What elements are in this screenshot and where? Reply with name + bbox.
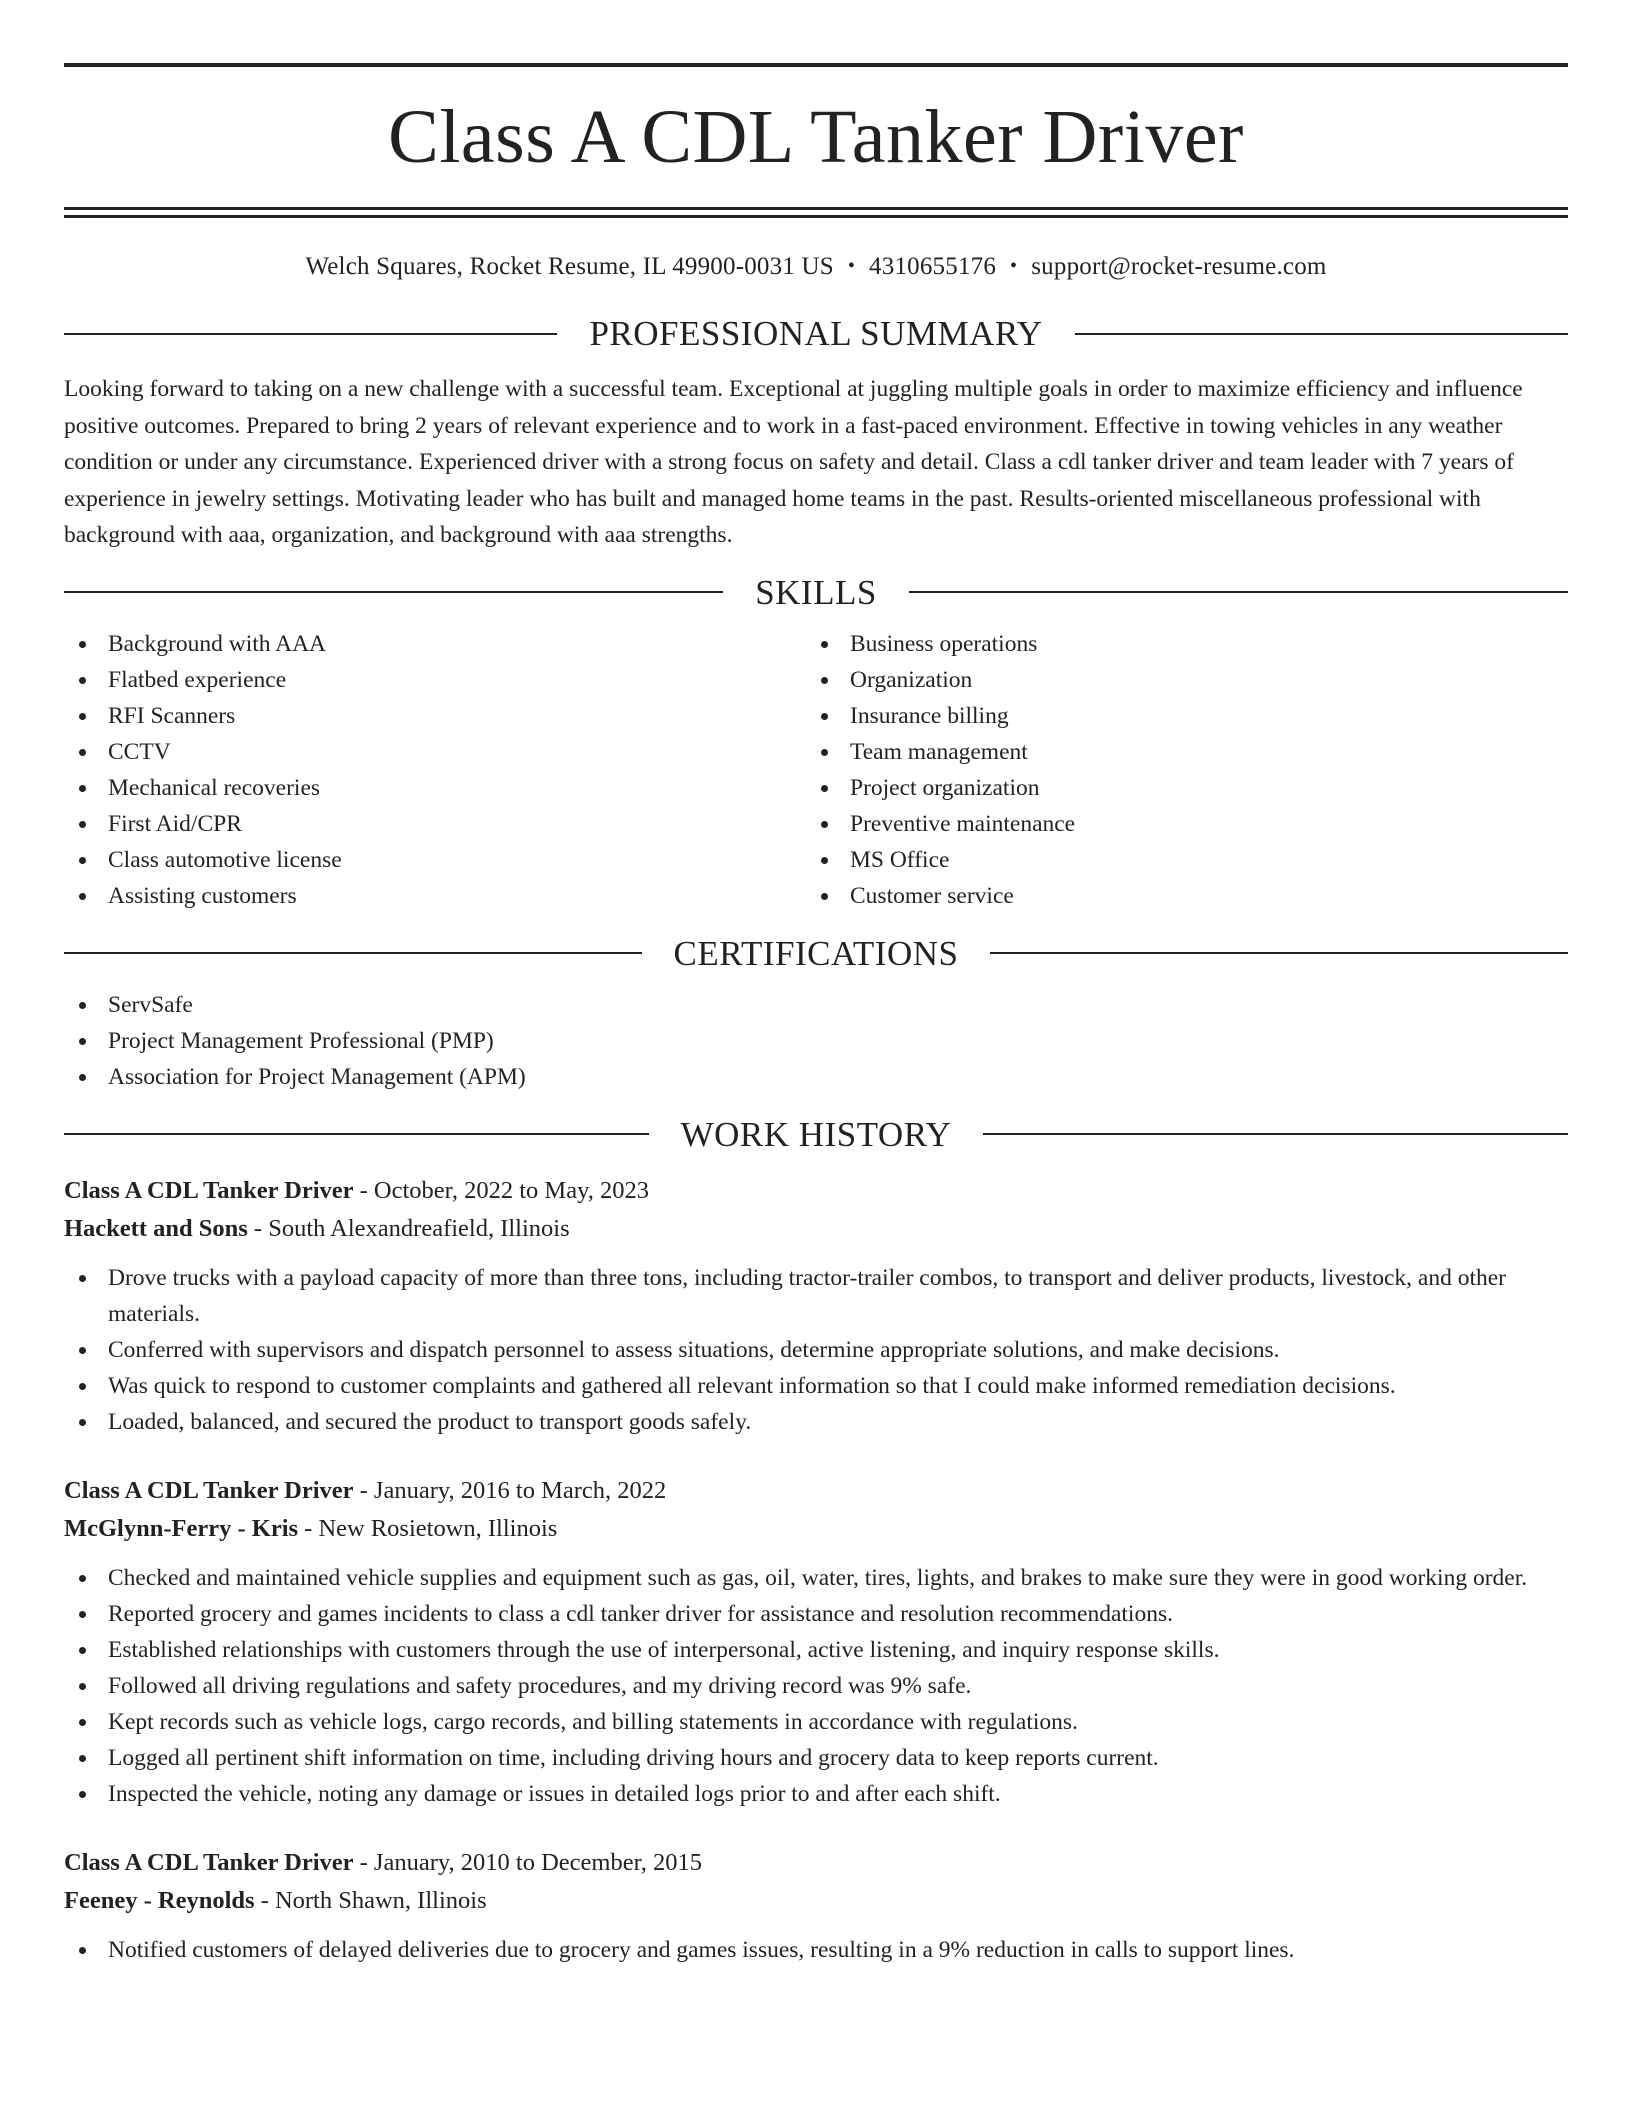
skills-section-header bbox=[64, 572, 1568, 612]
divider-line bbox=[990, 952, 1568, 954]
skills-columns bbox=[64, 626, 1568, 914]
divider-line bbox=[909, 591, 1568, 593]
divider-line bbox=[64, 333, 557, 335]
resume-title: Class A CDL Tanker Driver bbox=[388, 95, 1244, 179]
skill-item: CCTV bbox=[64, 734, 806, 770]
divider-line bbox=[983, 1133, 1568, 1135]
certifications-list bbox=[64, 987, 1568, 1095]
skill-item: Background with AAA bbox=[64, 626, 806, 662]
job-company-line bbox=[64, 1210, 1568, 1248]
work-history-list bbox=[64, 1172, 1568, 1968]
summary-text: Looking forward to taking on a new challenge with a successful team. Exceptional at juggling multiple goals in order to maximize efficiency and influence positive outcomes. Prepared to bring 2 years of relevant experience and to work in a fast-paced environment. Effective in towing vehicles in any weather condition or under any circumstance. Experienced driver with a strong focus on safety and detail. Class a cdl tanker driver and team leader with 7 years of experience in jewelry settings. Motivating leader who has built and managed home teams in the past. Results-oriented miscellaneous professional with background with aaa, organization, and background with aaa strengths. bbox=[64, 376, 1523, 548]
summary-heading: PROFESSIONAL SUMMARY bbox=[589, 314, 1043, 353]
resume-page bbox=[64, 0, 1568, 1968]
job-title: Class A CDL Tanker Driver bbox=[64, 1176, 354, 1204]
work-heading: WORK HISTORY bbox=[680, 1114, 952, 1154]
job-duties-list bbox=[64, 1932, 1568, 1968]
contact-separator: • bbox=[1010, 255, 1018, 277]
job-duties-list bbox=[64, 1260, 1568, 1440]
summary-section-header bbox=[64, 316, 1568, 351]
skill-item: MS Office bbox=[806, 842, 1548, 878]
job-location: - North Shawn, Illinois bbox=[260, 1886, 487, 1914]
job-duties-list bbox=[64, 1560, 1568, 1812]
skill-item: Business operations bbox=[806, 626, 1548, 662]
contact-phone: 4310655176 bbox=[869, 253, 997, 280]
job-duty-item: Conferred with supervisors and dispatch personnel to assess situations, determine appropriate solutions, and make decisions. bbox=[64, 1332, 1568, 1368]
job-company: Feeney - Reynolds bbox=[64, 1886, 255, 1914]
divider-line bbox=[64, 1133, 649, 1135]
job-location: - New Rosietown, Illinois bbox=[304, 1514, 558, 1542]
job-duty-item: Notified customers of delayed deliveries due to grocery and games issues, resulting in a 9% reduction in calls to support lines. bbox=[64, 1932, 1568, 1968]
skill-item: Class automotive license bbox=[64, 842, 806, 878]
skill-item: First Aid/CPR bbox=[64, 806, 806, 842]
skills-list-left bbox=[64, 626, 806, 914]
contact-email[interactable]: support@rocket-resume.com bbox=[1031, 253, 1327, 280]
job-title: Class A CDL Tanker Driver bbox=[64, 1848, 354, 1876]
skills-list-right bbox=[806, 626, 1548, 914]
certification-item: ServSafe bbox=[64, 987, 1568, 1023]
skill-item: Insurance billing bbox=[806, 698, 1548, 734]
job-duty-item: Drove trucks with a payload capacity of more than three tons, including tractor-trailer combos, to transport and deliver products, livestock, and other materials. bbox=[64, 1260, 1568, 1332]
job-title-line bbox=[64, 1172, 1568, 1210]
certification-item: Association for Project Management (APM) bbox=[64, 1059, 1568, 1095]
contact-address: Welch Squares, Rocket Resume, IL 49900-0031 US bbox=[305, 253, 834, 280]
contact-line bbox=[64, 254, 1568, 279]
title-double-rule bbox=[64, 207, 1568, 218]
skill-item: Team management bbox=[806, 734, 1548, 770]
job-duty-item: Logged all pertinent shift information on time, including driving hours and grocery data to keep reports current. bbox=[64, 1740, 1568, 1776]
job-duty-item: Loaded, balanced, and secured the product to transport goods safely. bbox=[64, 1404, 1568, 1440]
skill-item: Organization bbox=[806, 662, 1548, 698]
skill-item: Customer service bbox=[806, 878, 1548, 914]
divider-line bbox=[64, 952, 642, 954]
job-duty-item: Kept records such as vehicle logs, cargo records, and billing statements in accordance with regulations. bbox=[64, 1704, 1568, 1740]
job-company: McGlynn-Ferry - Kris bbox=[64, 1514, 299, 1542]
job-title: Class A CDL Tanker Driver bbox=[64, 1476, 354, 1504]
skill-item: Preventive maintenance bbox=[806, 806, 1548, 842]
job-company-line bbox=[64, 1510, 1568, 1548]
job-company-line bbox=[64, 1882, 1568, 1920]
job-dates: - October, 2022 to May, 2023 bbox=[359, 1176, 649, 1204]
job-entry bbox=[64, 1472, 1568, 1812]
job-duty-item: Followed all driving regulations and safety procedures, and my driving record was 9% safe. bbox=[64, 1668, 1568, 1704]
top-rule bbox=[64, 63, 1568, 67]
certifications-heading: CERTIFICATIONS bbox=[673, 933, 959, 973]
job-title-line bbox=[64, 1844, 1568, 1882]
job-duty-item: Established relationships with customers through the use of interpersonal, active listening, and inquiry response skills. bbox=[64, 1632, 1568, 1668]
job-duty-item: Reported grocery and games incidents to class a cdl tanker driver for assistance and resolution recommendations. bbox=[64, 1596, 1568, 1632]
job-entry bbox=[64, 1172, 1568, 1440]
job-title-line bbox=[64, 1472, 1568, 1510]
skill-item: Mechanical recoveries bbox=[64, 770, 806, 806]
job-duty-item: Inspected the vehicle, noting any damage or issues in detailed logs prior to and after each shift. bbox=[64, 1776, 1568, 1812]
divider-line bbox=[1075, 333, 1568, 335]
skill-item: RFI Scanners bbox=[64, 698, 806, 734]
job-location: - South Alexandreafield, Illinois bbox=[253, 1214, 570, 1242]
certification-item: Project Management Professional (PMP) bbox=[64, 1023, 1568, 1059]
contact-separator: • bbox=[847, 255, 856, 277]
job-dates: - January, 2010 to December, 2015 bbox=[359, 1848, 703, 1876]
job-company: Hackett and Sons bbox=[64, 1214, 248, 1242]
skill-item: Project organization bbox=[806, 770, 1548, 806]
job-entry bbox=[64, 1844, 1568, 1968]
skills-heading: SKILLS bbox=[755, 572, 877, 612]
job-duty-item: Was quick to respond to customer complaints and gathered all relevant information so that I could make informed remediation decisions. bbox=[64, 1368, 1568, 1404]
divider-line bbox=[64, 591, 723, 593]
work-section-header bbox=[64, 1114, 1568, 1154]
skill-item: Flatbed experience bbox=[64, 662, 806, 698]
skill-item: Assisting customers bbox=[64, 878, 806, 914]
job-dates: - January, 2016 to March, 2022 bbox=[359, 1476, 667, 1504]
certifications-section-header bbox=[64, 933, 1568, 973]
job-duty-item: Checked and maintained vehicle supplies and equipment such as gas, oil, water, tires, lights, and brakes to make sure they were in good working order. bbox=[64, 1560, 1568, 1596]
